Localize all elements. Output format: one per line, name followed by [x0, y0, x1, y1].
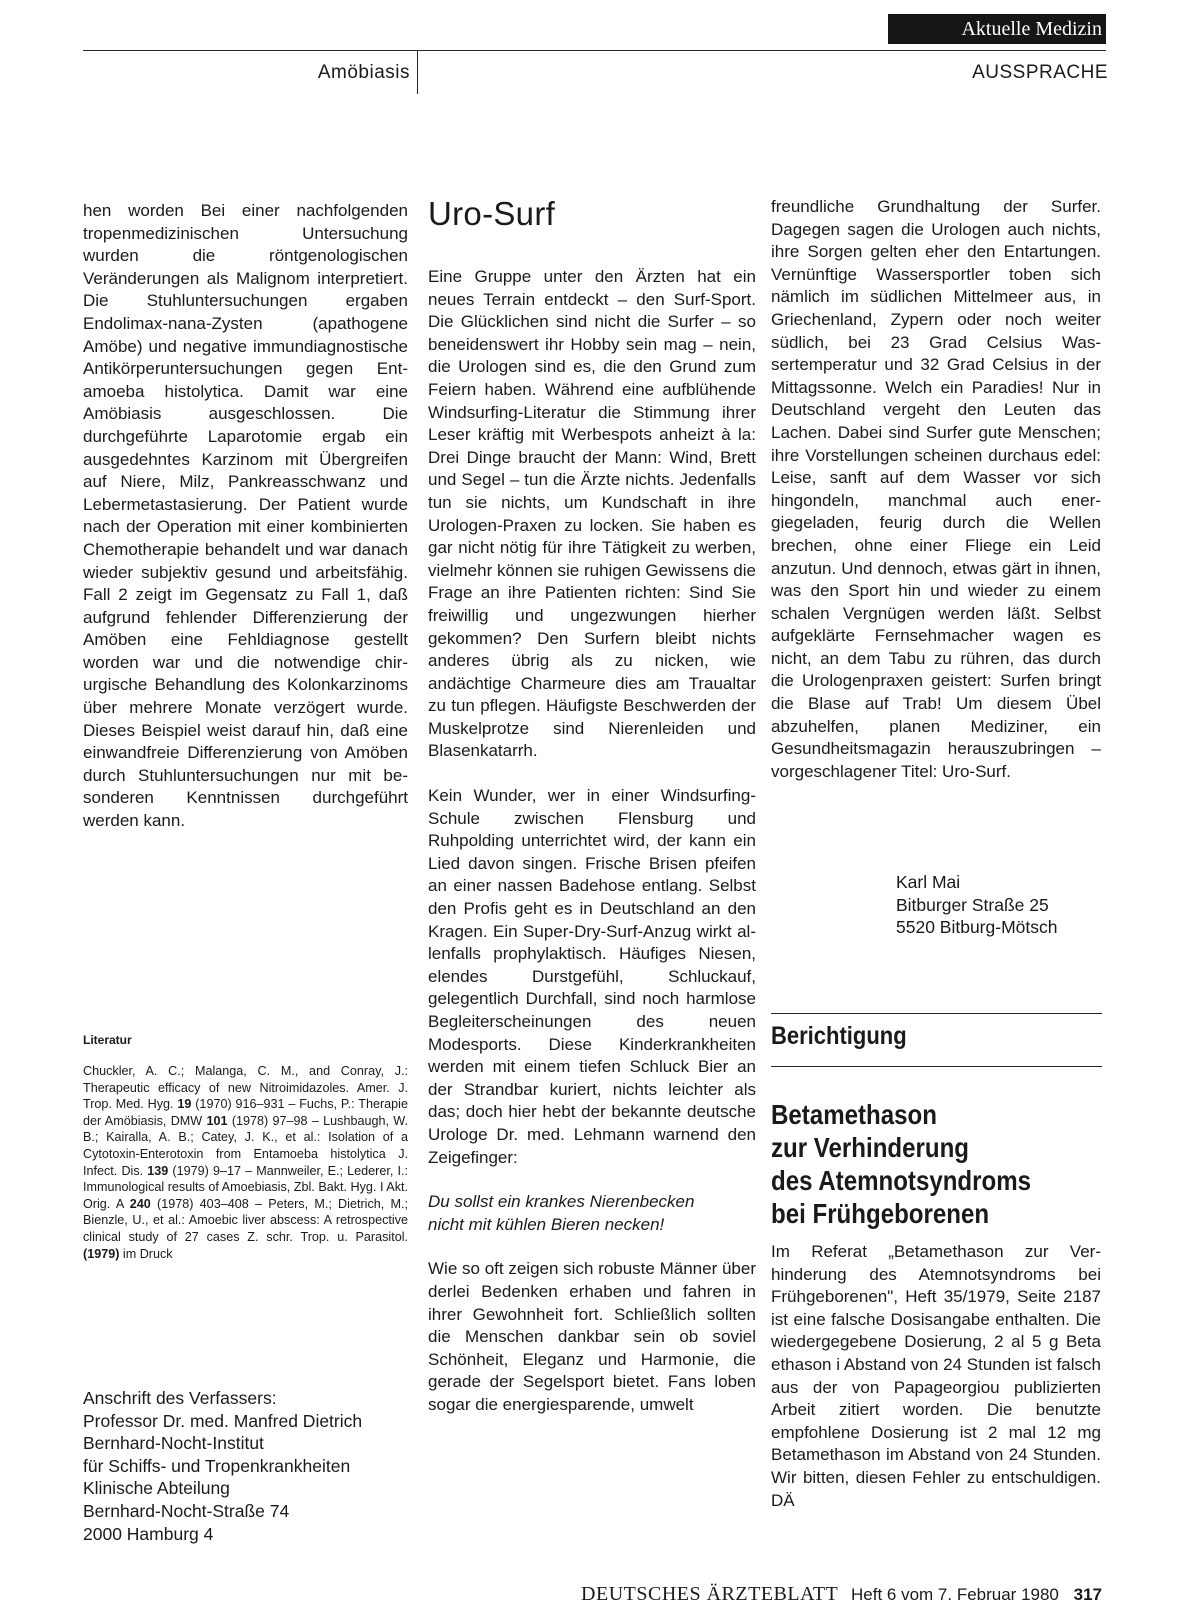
signature-line: Bitburger Straße 25 — [896, 894, 1049, 915]
signature-line: 5520 Bitburg-Mötsch — [896, 917, 1058, 938]
paragraph: Kein Wunder, wer in einer Windsurfing-Schule zwischen Flensburg und Ruhpolding unterrichtet wird, der kann ein Lied davon singen. Frische Brisen pfeifen an einer nassen Badehose entlang. Selbst den Profis geht es in Deutschland an den Kragen. Ein Super-Dry-Surf-Anzug wirkt allenfalls prophylaktisch. Häufiges Niesen, elendes Durstgefühl, Schluckauf, gelegentlich Durchfall, sind noch harmlose Begleiterscheinungen des neuen Modesports. Diese Kinderkrankheiten werden mit einem tiefen Schluck Bier an der Strandbar kuriert, nichts leichter als das; doch hier hebt der bekannte deutsche Urologe Dr. med. Lehmann warnend den Zeigefinger: — [428, 786, 756, 1167]
running-head-right: AUSSPRACHE — [972, 62, 1108, 83]
title-line: zur Verhinderung — [771, 1132, 970, 1163]
correction-text — [771, 1241, 1101, 1512]
issue-info: Heft 6 vom 7. Februar 1980 — [851, 1585, 1059, 1604]
running-head-left: Amöbiasis — [317, 62, 410, 83]
literature-heading: Literatur — [83, 1033, 132, 1047]
address-line: Klinische Abteilung — [83, 1478, 230, 1499]
middle-column-text — [428, 266, 756, 1417]
address-line: Bernhard-Nocht-Institut — [83, 1433, 264, 1454]
paragraph: Wie so oft zeigen sich robuste Männer über derlei Bedenken erhaben und fahren in ihrer Gewohnheit fort. Schließlich sollten die Menschen dankbar sein ob soviel Schönheit, Eleganz und Harmonie, die gerade der Segelsport bietet. Fans loben sogar die energiesparende, umwelt — [428, 1259, 756, 1414]
title-line: bei Frühgeborenen — [771, 1198, 990, 1229]
quote: Du sollst ein krankes Nierenbecken nicht mit kühlen Bieren necken! — [428, 1192, 695, 1234]
author-signature — [896, 871, 1057, 939]
paragraph: hen worden Bei einer nachfolgenden tropenmedizinischen Untersuchung wurden die röntgenologischen Veränderungen als Malignom interpretiert. Die Stuhluntersuchungen ergaben Endolimax-nana-Zysten (apathogene Amöbe) und negative immundiagnostische Antikörperuntersuchungen gegen Entamoeba histolytica. Damit war eine Amöbiasis ausgeschlossen. Die durchgeführte Laparotomie ergab ein ausgedehntes Karzinom mit Übergreifen auf Niere, Milz, Pankreasschwanz und Lebermetastasierung. Der Patient wurde nach der Operation mit einer kombinierten Chemotherapie behandelt und war danach wieder subjektiv gesund und arbeitsfähig. Fall 2 zeigt im Gegensatz zu Fall 1, daß aufgrund fehlender Differenzierung der Amöben eine Fehldiagnose gestellt worden war und die notwendige chirurgische Behandlung des Kolonkarzinoms über mehrere Monate verzögert wurde. Dieses Beispiel weist darauf hin, daß eine einwandfreie Differenzierung von Amöben durch Stuhluntersuchungen nur mit besonderen Kenntnissen durchgeführt werden kann. — [83, 201, 408, 831]
page-number: 317 — [1073, 1585, 1102, 1604]
correction-heading: Berichtigung — [771, 1022, 907, 1050]
article-title: Uro-Surf — [428, 195, 556, 232]
title-line: Betamethason — [771, 1099, 937, 1130]
address-line: Anschrift des Verfassers: — [83, 1388, 277, 1408]
address-line: 2000 Hamburg 4 — [83, 1523, 214, 1544]
page-footer — [581, 1583, 1102, 1606]
address-line: Professor Dr. med. Manfred Dietrich — [83, 1410, 363, 1431]
journal-name: DEUTSCHES ÄRZTEBLATT — [581, 1583, 839, 1605]
paragraph: Eine Gruppe unter den Ärzten hat ein neues Terrain entdeckt – den Surf-Sport. Die Glücklichen sind nicht die Surfer – so beneidenswert ihr Hobby sein mag – nein, die Urologen sind es, die den Grund zum Feiern haben. Während eine aufblühende Windsurfing-Literatur die Stimmung ihrer Leser kräftig mit Werbespots anheizt à la: Drei Dinge braucht der Mann: Wind, Brett und Segel – tun die Ärzte nichts. Jedenfalls tun sie nichts, um Kundschaft in ihre Urologen-Praxen zu locken. Sie haben es gar nicht nötig für ihre Tätigkeit zu werben, vielmehr können sie ruhigen Gewissens die Frage an ihre Patienten richten: Sind Sie freiwillig und ungezwungen hierher gekommen? Den Surfern bleibt nichts anderes übrig als zu nicken, wie andächtige Charmeure dies am Traualtar zu tun pflegen. Häufigste Beschwerden der Muskelprotze sind Nierenleiden und Blasenkatarrh. — [428, 267, 756, 761]
paragraph: Im Referat „Betamethason zur Verhinderung des Atemnotsyndroms bei Frühgeborenen", Heft 35/1979, Seite 2187 ist eine falsche Dosisangabe enthalten. Die wiedergegebene Dosierung, 2 al 5 g Beta ethason i Abstand von 24 Stunden ist falsch aus der von Papageorgiou publizierten Arbeit zitiert worden. Die benutzte empfohlene Dosierung ist 2 mal 12 mg Betamethason im Abstand von 24 Stunden. Wir bitten, diesen Fehler zu entschuldigen. DÄ — [771, 1242, 1101, 1510]
author-address — [83, 1387, 423, 1545]
right-column-text — [771, 196, 1101, 783]
literature-references: Chuckler, A. C.; Malanga, C. M., and Conray, J.: Therapeutic efficacy of new Nitroimidazoles. Amer. J. Trop. Med. Hyg. 19 (1970) 916–931 – Fuchs, P.: Therapie der Amöbiasis, DMW 101 (1978) 97–98 – Lushbaugh, W. B.; Kairalla, A. B.; Catey, J. K., et al.: Isolation of a Cytotoxin-Enterotoxin from Entamoeba histolytica J. Infect. Dis. 139 (1979) 9–17 – Mannweiler, E.; Lederer, I.: Immunological results of Amoebiasis, Zbl. Bakt. Hyg. I Akt. Orig. A 240 (1978) 403–408 – Peters, M.; Dietrich, M.; Bienzle, U., et al.: Amoebic liver abscess: A retrospective clinical study of 27 cases Z. schr. Trop. u. Parasitol. (1979) im Druck — [83, 1064, 408, 1261]
address-line: Bernhard-Nocht-Straße 74 — [83, 1500, 290, 1521]
correction-rule-bottom — [771, 1066, 1102, 1067]
signature-line: Karl Mai — [896, 872, 961, 892]
paragraph: freundliche Grundhaltung der Surfer. Dagegen sagen die Urologen auch nichts, ihre Sorgen gelten eher den Entartungen. Vernünftige Wassersportler toben sich nämlich im südlichen Mittelmeer aus, in Griechenland, Zypern oder noch weiter südlich, bei 23 Grad Celsius Wassertemperatur und 32 Grad Celsius in der Mittagssonne. Welch ein Paradies! Nur in Deutschland vergeht den Leuten das Lachen. Dabei sind Surfer gute Menschen; ihre Vorstellungen scheinen durchaus edel: Leise, sanft auf dem Wasser vor sich hingondeln, manchmal auch energiegeladen, feurig durch die Wellen brechen, ohne einer Fliege ein Leid anzutun. Und dennoch, etwas gärt in ihnen, was den Sport hin und wieder zu einem schalen Vergnügen werden läßt. Selbst aufgeklärte Fernsehmacher wagen es nicht, an dem Tabu zu rühren, das durch die Urologenpraxen geistert: Surfen bringt die Blase auf Trab! Um diesem Übel abzuhelfen, planen Mediziner, ein Gesundheitsmagazin herauszubringen – vorgeschlagener Titel: Uro-Surf. — [771, 197, 1101, 781]
section-badge: Aktuelle Medizin — [888, 14, 1106, 44]
title-line: des Atemnotsyndroms — [771, 1165, 1032, 1196]
header-divider — [417, 50, 418, 94]
address-line: für Schiffs- und Tropenkrankheiten — [83, 1455, 351, 1476]
correction-rule-top — [771, 1013, 1102, 1014]
correction-title — [771, 1098, 1031, 1230]
left-column-text — [83, 200, 408, 833]
header-rule — [83, 50, 1106, 51]
